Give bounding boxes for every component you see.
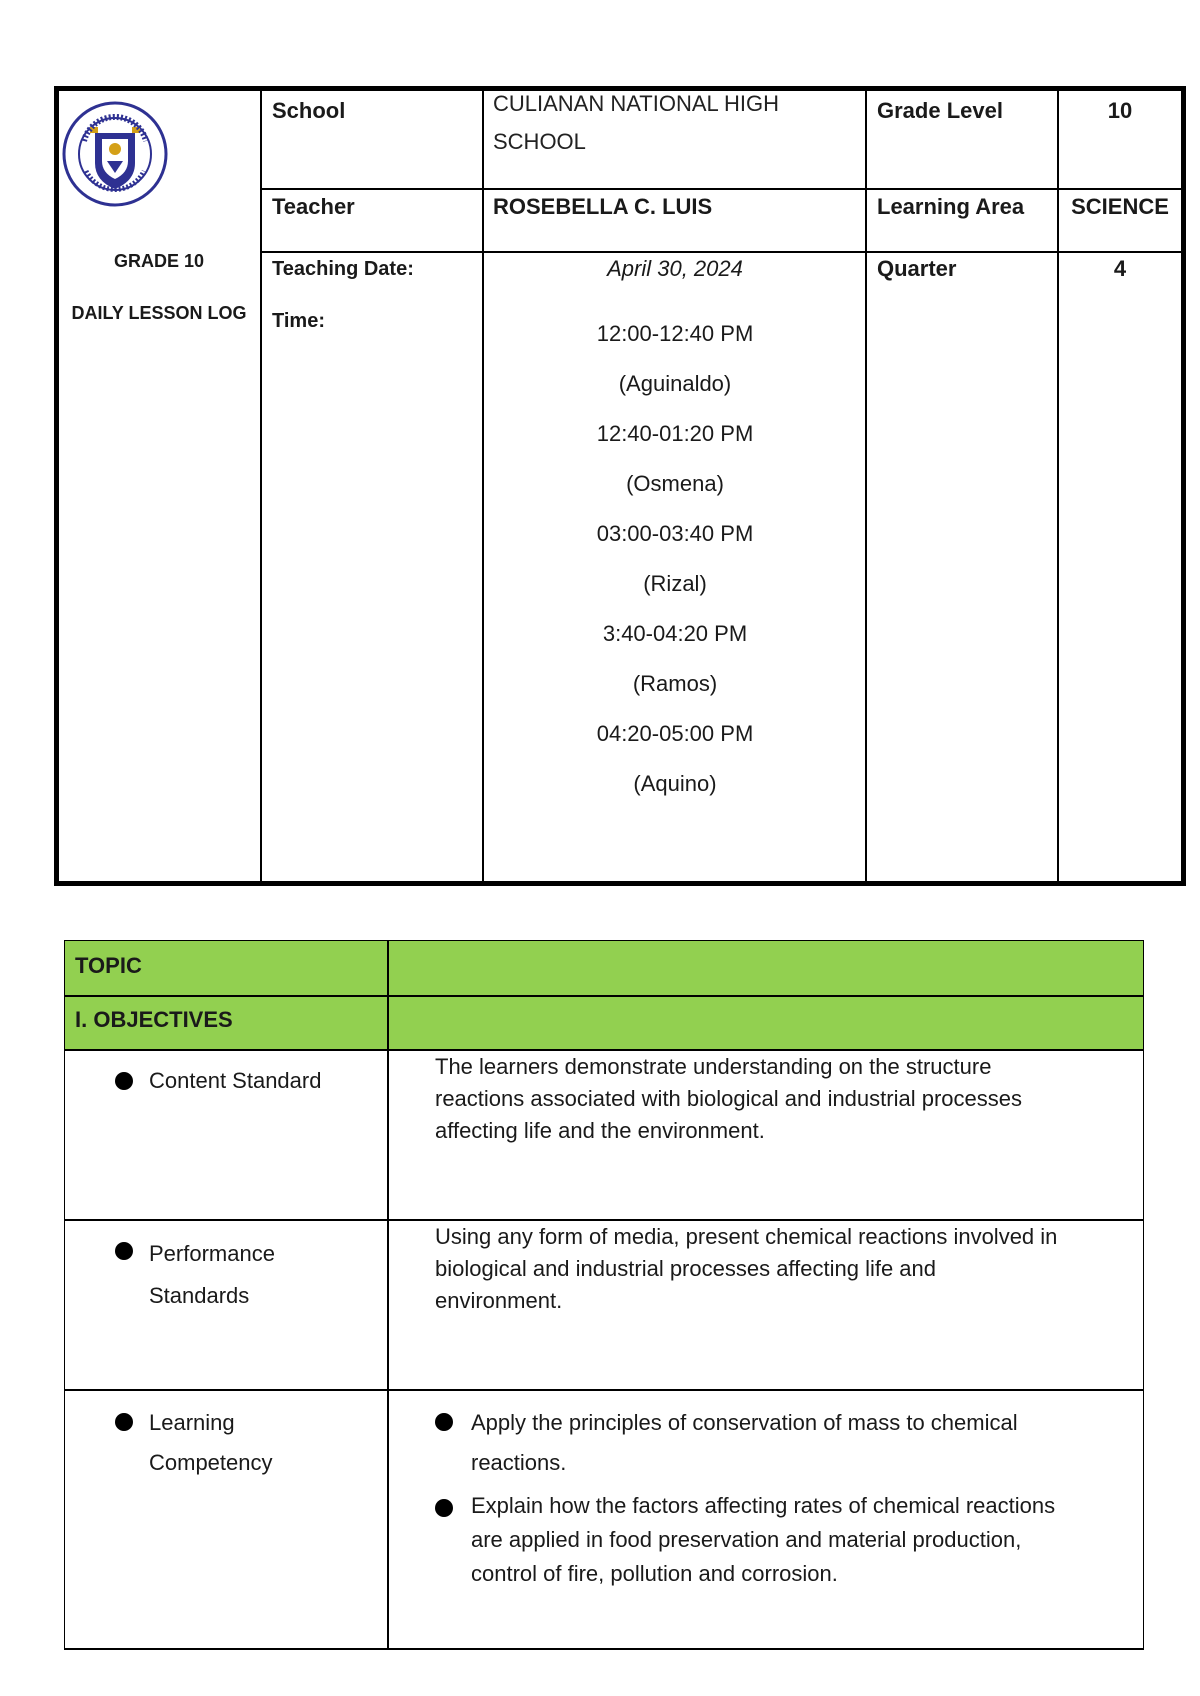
row-divider xyxy=(65,1389,1143,1391)
time-label: Time: xyxy=(272,310,325,332)
learning-competency-label xyxy=(149,1403,273,1483)
time-slot: 04:20-05:00 PM xyxy=(596,721,754,746)
log-title-grade: GRADE 10 xyxy=(113,251,205,271)
content-standard-label: Content Standard xyxy=(149,1068,322,1093)
content-standard-text xyxy=(435,1051,1022,1147)
text-line: Explain how the factors affecting rates of chemical reactions xyxy=(471,1493,1056,1518)
grade-level-value: 10 xyxy=(1107,98,1133,123)
time-slot: 12:40-01:20 PM xyxy=(596,421,754,446)
label-line: Performance xyxy=(149,1241,275,1266)
competency-item-1 xyxy=(471,1403,1018,1483)
performance-standards-text xyxy=(435,1221,1057,1317)
bullet-icon xyxy=(115,1072,133,1090)
quarter-label: Quarter xyxy=(877,256,957,281)
column-divider xyxy=(260,91,262,881)
quarter-value: 4 xyxy=(1113,256,1127,281)
learning-area-value: SCIENCE xyxy=(1071,194,1169,219)
section-name: (Ramos) xyxy=(632,671,718,696)
bullet-icon xyxy=(435,1499,453,1517)
objectives-label: I. OBJECTIVES xyxy=(75,1007,233,1032)
section-name: (Aguinaldo) xyxy=(618,371,732,396)
table-bottom-border xyxy=(64,1648,1144,1650)
time-slot: 3:40-04:20 PM xyxy=(602,621,748,646)
school-value-line: SCHOOL xyxy=(493,129,586,154)
teacher-label: Teacher xyxy=(272,194,355,219)
label-line: Learning xyxy=(149,1410,235,1435)
label-line: Competency xyxy=(149,1450,273,1475)
label-line: Standards xyxy=(149,1283,250,1308)
section-name: (Rizal) xyxy=(643,571,707,596)
competency-item-2 xyxy=(471,1489,1055,1591)
text-line: environment. xyxy=(435,1288,563,1313)
performance-standards-label xyxy=(149,1233,275,1317)
section-name: (Osmena) xyxy=(626,471,724,496)
school-value-line: CULIANAN NATIONAL HIGH xyxy=(493,91,780,116)
objectives-table xyxy=(64,940,1144,1650)
teaching-date-value: April 30, 2024 xyxy=(607,256,743,281)
bullet-icon xyxy=(115,1413,133,1431)
grade-level-label: Grade Level xyxy=(877,98,1003,123)
lesson-log-header-table xyxy=(54,86,1186,886)
deped-seal-icon xyxy=(62,101,168,207)
teacher-value: ROSEBELLA C. LUIS xyxy=(493,194,713,219)
time-slot: 12:00-12:40 PM xyxy=(596,321,754,346)
text-line: The learners demonstrate understanding on the structure xyxy=(435,1054,992,1079)
topic-label: TOPIC xyxy=(75,953,142,978)
text-line: are applied in food preservation and material production, xyxy=(471,1527,1022,1552)
bullet-icon xyxy=(115,1242,133,1260)
section-name: (Aquino) xyxy=(633,771,717,796)
teaching-date-label: Teaching Date: xyxy=(272,258,414,280)
text-line: biological and industrial processes affecting life and xyxy=(435,1256,937,1281)
text-line: reactions associated with biological and industrial processes xyxy=(435,1086,1022,1111)
text-line: reactions. xyxy=(471,1450,567,1475)
school-value xyxy=(493,85,779,161)
text-line: Using any form of media, present chemical reactions involved in xyxy=(435,1224,1058,1249)
learning-area-label: Learning Area xyxy=(877,194,1025,219)
row-divider xyxy=(65,995,1143,997)
text-line: Apply the principles of conservation of mass to chemical xyxy=(471,1410,1018,1435)
log-title-daily-lesson-log: DAILY LESSON LOG xyxy=(71,303,247,323)
bullet-icon xyxy=(435,1413,453,1431)
text-line: control of fire, pollution and corrosion. xyxy=(471,1561,838,1586)
row-divider xyxy=(260,188,1181,190)
text-line: affecting life and the environment. xyxy=(435,1118,765,1143)
school-label: School xyxy=(272,98,346,123)
time-slot: 03:00-03:40 PM xyxy=(596,521,754,546)
time-slot-list xyxy=(484,309,866,809)
column-divider xyxy=(387,941,389,1650)
